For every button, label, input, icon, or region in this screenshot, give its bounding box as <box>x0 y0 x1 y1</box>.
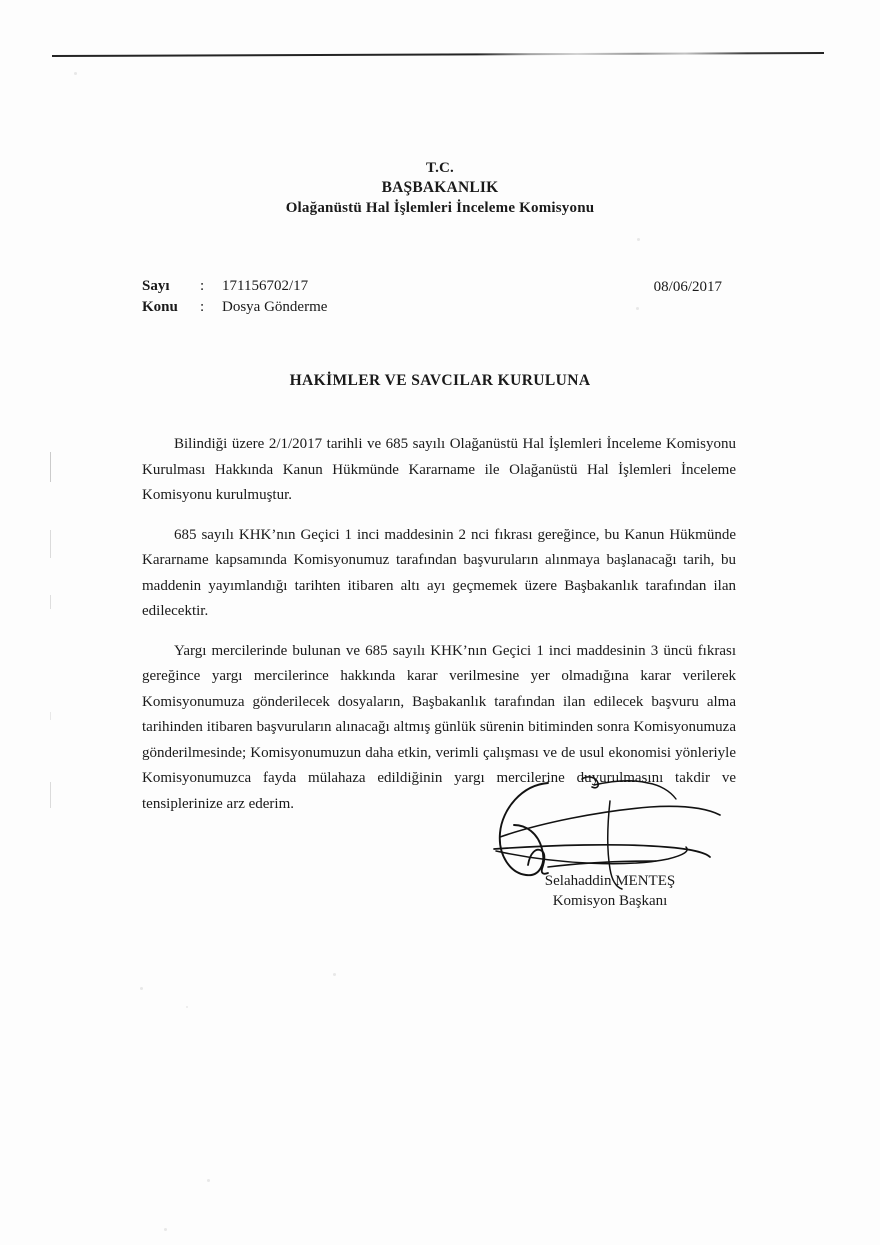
margin-tick-mark <box>50 530 51 558</box>
letterhead <box>0 158 880 218</box>
letterhead-line-tc: T.C. <box>425 160 455 176</box>
signatory-name: Selahaddin MENTEŞ <box>544 873 676 889</box>
document-body <box>142 432 736 817</box>
scan-speck <box>637 238 640 241</box>
scan-speck <box>636 307 639 310</box>
reference-row-konu <box>142 297 327 318</box>
scan-speck <box>333 973 336 976</box>
sayi-value: 171156702/17 <box>222 278 309 294</box>
scan-speck <box>207 1179 210 1182</box>
body-paragraph-3: Yargı mercilerinde bulunan ve 685 sayılı KHK’nın Geçici 1 inci maddesinin 3 üncü fıkrası gereğince yargı mercilerince hakkında karar verilmesine yer olmadığına karar verilerek Komisyonumuza gönderilecek dosyaların, Başbakanlık tarafından ilan edilecek başvuru alma tarihinden itibaren başvuruların alınacağı altmış günlük sürenin bitiminden sonra Komisyonumuza gönderilmesinde; Komisyonumuzun daha etkin, verimli çalışması ve de usul ekonomisi yönleriyle Komisyonumuzca fayda mülahaza edildiğinin yargı mercilerine duyurulmasını takdir ve tensiplerinize arz ederim. <box>142 642 736 812</box>
margin-tick-mark <box>50 595 51 609</box>
konu-label: Konu <box>142 299 178 315</box>
addressee-heading: HAKİMLER VE SAVCILAR KURULUNA <box>289 372 591 389</box>
margin-tick-mark <box>50 782 51 808</box>
konu-value: Dosya Gönderme <box>222 299 328 315</box>
scan-line-artifact <box>52 52 824 57</box>
body-paragraph-1: Bilindiği üzere 2/1/2017 tarihli ve 685 sayılı Olağanüstü Hal İşlemleri İnceleme Komisyonu Kurulması Hakkında Kanun Hükmünde Kararname ile Olağanüstü Hal İşlemleri İnceleme Komisyonu kurulmuştur. <box>142 436 736 503</box>
reference-block <box>142 276 327 318</box>
signature-block <box>470 775 770 909</box>
signatory-title: Komisyon Başkanı <box>552 893 668 909</box>
scan-speck <box>186 1006 188 1008</box>
margin-tick-mark <box>50 712 51 720</box>
scan-speck <box>74 72 77 75</box>
reference-row-sayi <box>142 276 327 297</box>
letterhead-line-commission: Olağanüstü Hal İşlemleri İnceleme Komisyonu <box>285 200 595 216</box>
konu-colon: : <box>200 299 205 315</box>
scan-speck <box>164 1228 167 1231</box>
sayi-colon: : <box>200 278 205 294</box>
margin-tick-mark <box>50 452 51 482</box>
sayi-label: Sayı <box>142 278 170 294</box>
scan-speck <box>140 987 143 990</box>
letterhead-line-ministry: BAŞBAKANLIK <box>381 179 499 196</box>
body-paragraph-2: 685 sayılı KHK’nın Geçici 1 inci maddesinin 2 nci fıkrası gereğince, bu Kanun Hükmünde Kararname kapsamında Komisyonumuz tarafından başvuruların alınmaya başlanacağı tarih, bu maddenin yayımlandığı tarihten itibaren altı ayı geçmemek üzere Başbakanlık tarafından ilan edilecektir. <box>142 526 736 619</box>
document-date: 08/06/2017 <box>653 279 722 295</box>
